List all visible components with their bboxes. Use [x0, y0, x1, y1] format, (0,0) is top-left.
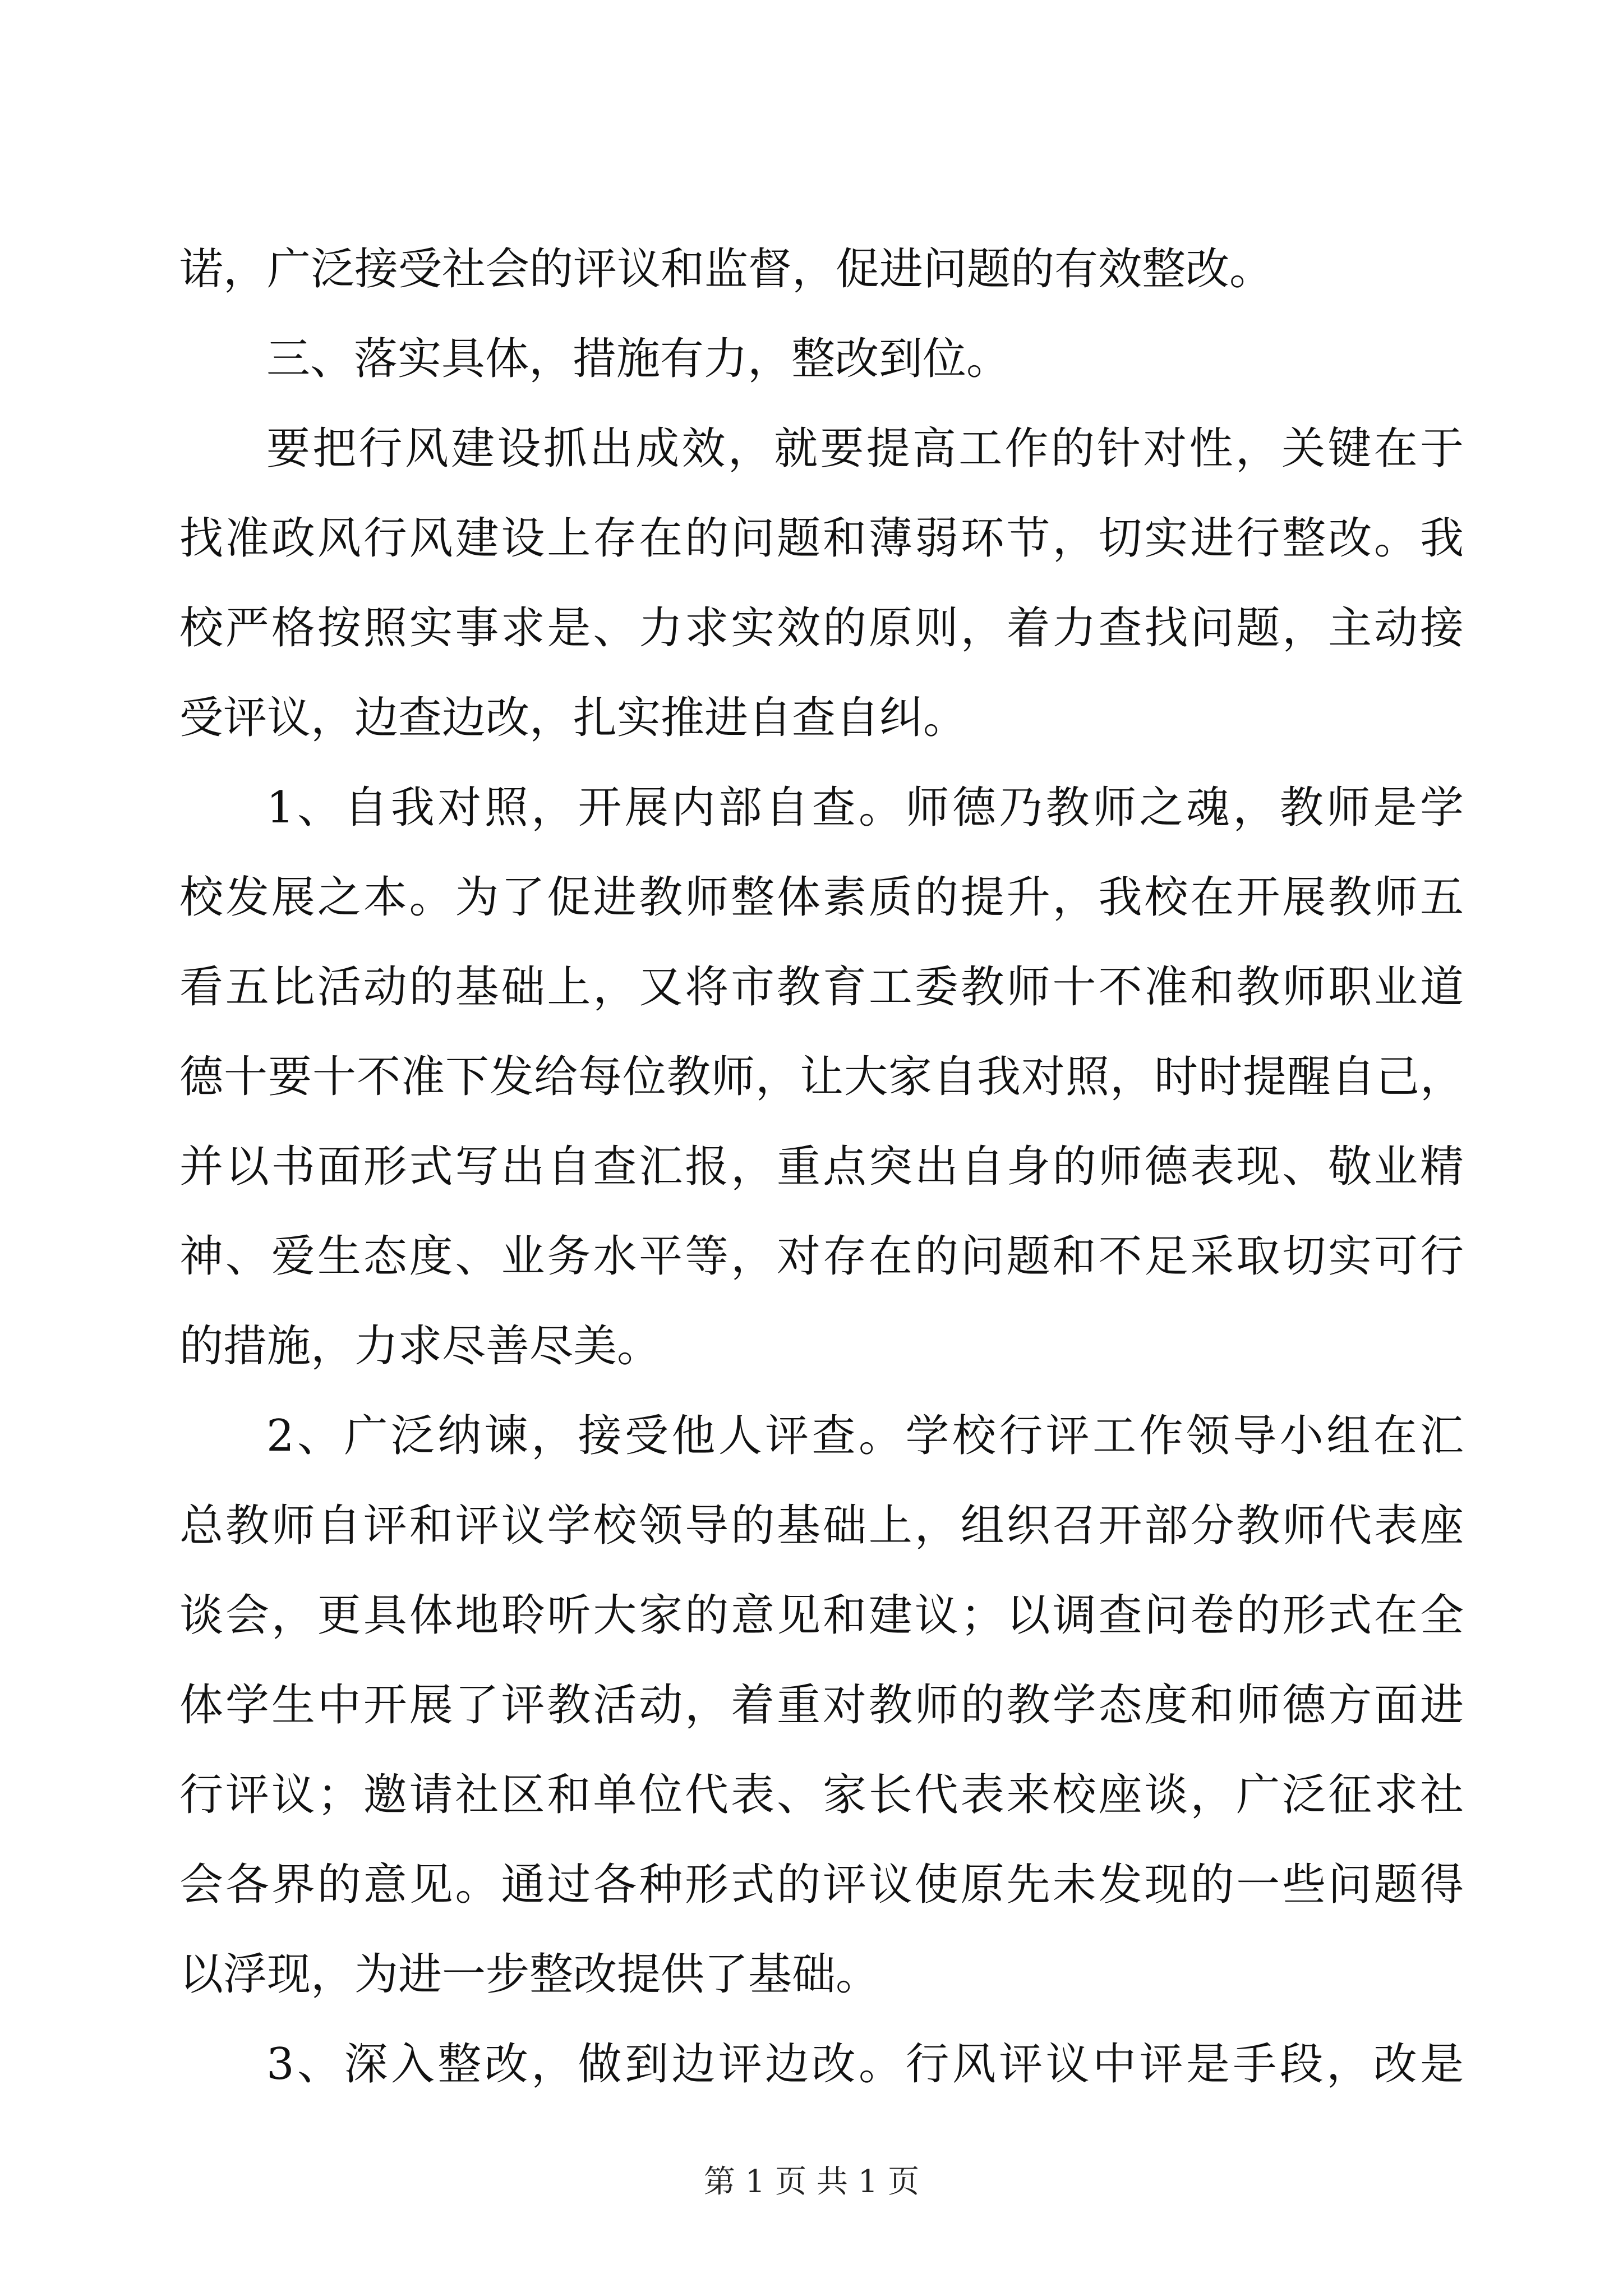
text-line-1: 诺，广泛接受社会的评议和监督，促进问题的有效整改。 — [179, 244, 1274, 295]
text-line-21: 3、深入整改，做到边评边改。行风评议中评是手段，改是 — [266, 2039, 1464, 2090]
text-line-16: 谈会，更具体地聆听大家的意见和建议；以调查问卷的形式在全 — [179, 1590, 1464, 1641]
text-line-9: 看五比活动的基础上，又将市教育工委教师十不准和教师职业道 — [179, 962, 1464, 1013]
text-line-17: 体学生中开展了评教活动，着重对教师的教学态度和师德方面进 — [179, 1680, 1464, 1731]
text-line-18: 行评议；邀请社区和单位代表、家长代表来校座谈，广泛征求社 — [179, 1770, 1464, 1820]
text-line-10: 德十要十不准下发给每位教师，让大家自我对照，时时提醒自己， — [179, 1052, 1464, 1102]
text-line-3: 要把行风建设抓出成效，就要提高工作的针对性，关键在于 — [266, 424, 1464, 474]
section-heading: 三、落实具体，措施有力，整改到位。 — [266, 334, 1011, 384]
text-line-7: 1、自我对照，开展内部自查。师德乃教师之魂，教师是学 — [266, 783, 1464, 833]
text-line-19: 会各界的意见。通过各种形式的评议使原先未发现的一些问题得 — [179, 1860, 1464, 1910]
text-line-4: 找准政风行风建设上存在的问题和薄弱环节，切实进行整改。我 — [179, 513, 1464, 564]
text-line-14: 2、广泛纳谏，接受他人评查。学校行评工作领导小组在汇 — [266, 1411, 1464, 1461]
text-line-5: 校严格按照实事求是、力求实效的原则，着力查找问题，主动接 — [179, 603, 1464, 654]
text-line-12: 神、爱生态度、业务水平等，对存在的问题和不足采取切实可行 — [179, 1231, 1464, 1282]
text-line-13: 的措施，力求尽善尽美。 — [179, 1321, 661, 1372]
text-line-6: 受评议，边查边改，扎实推进自查自纠。 — [179, 693, 967, 743]
text-line-20: 以浮现，为进一步整改提供了基础。 — [179, 1949, 880, 2000]
text-line-8: 校发展之本。为了促进教师整体素质的提升，我校在开展教师五 — [179, 872, 1464, 923]
text-line-15: 总教师自评和评议学校领导的基础上，组织召开部分教师代表座 — [179, 1501, 1464, 1551]
page-footer: 第 1 页 共 1 页 — [703, 2164, 920, 2200]
text-line-11: 并以书面形式写出自查汇报，重点突出自身的师德表现、敬业精 — [179, 1142, 1464, 1192]
